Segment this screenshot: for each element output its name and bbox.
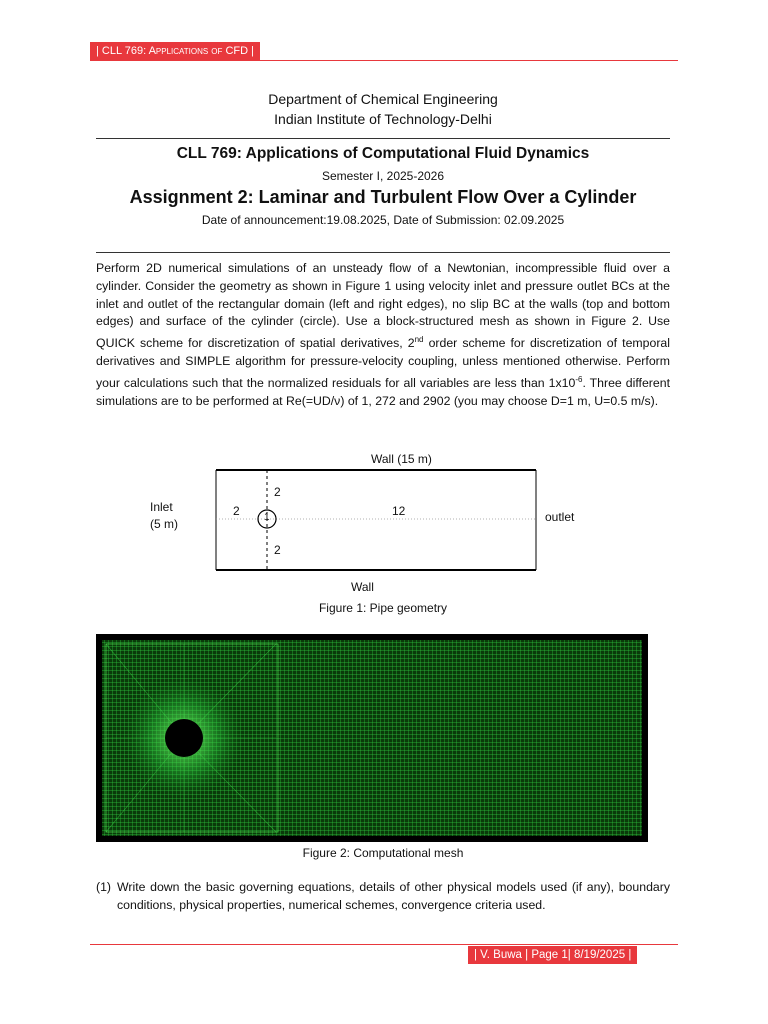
figure2-caption: Figure 2: Computational mesh <box>302 846 464 860</box>
statement-part-3: . Three different simulations are to be performed at Re(=UD/ν) of 1, 272 and 2902 (you may choose D=1 m, U=0.5 m/s). <box>96 375 670 408</box>
question-1 <box>96 879 670 915</box>
statement-part-1: Perform 2D numerical simulations of an unsteady flow of a Newtonian, incompressible fluid over a cylinder. Consider the geometry as shown in Figure 1 using velocity inlet and pressure outlet BCs at the inlet and outlet of the rectangular domain (left and right edges), no slip BC at the walls (top and bottom edges) and surface of the cylinder (circle). Use a block-structured mesh as shown in Figure 2. Use QUICK scheme for discretization of spatial derivatives, 2 <box>96 261 670 351</box>
geometry-diagram <box>200 466 550 578</box>
inlet-size-label: (5 m) <box>150 517 178 531</box>
course-title: CLL 769: Applications of Computational Fluid Dynamics <box>176 145 590 162</box>
superscript-exponent: -6 <box>575 374 583 384</box>
problem-statement <box>96 260 670 411</box>
dim-bottom-gap: 2 <box>274 543 281 557</box>
wall-top-label: Wall (15 m) <box>371 452 432 466</box>
dim-upstream-length: 2 <box>233 504 240 518</box>
cylinder-diameter-label: 1 <box>264 512 270 523</box>
mesh-cylinder <box>165 719 203 757</box>
mesh-svg <box>96 634 648 842</box>
statement-part-2: order scheme for discretization of temporal derivatives and SIMPLE algorithm for pressure-velocity coupling, unless mentioned otherwise. Perform your calculations such that the normalized residuals for all variables are less than 1x10 <box>96 336 670 390</box>
semester-label: Semester I, 2025-2026 <box>321 169 445 183</box>
figure1-caption: Figure 1: Pipe geometry <box>318 601 448 615</box>
inlet-label: Inlet <box>150 500 173 514</box>
footer-rule <box>90 944 678 945</box>
assignment-dates: Date of announcement:19.08.2025, Date of Submission: 02.09.2025 <box>201 213 565 227</box>
divider-bottom <box>96 252 670 253</box>
institution-block <box>96 89 670 129</box>
mesh-image <box>96 634 648 842</box>
header-course-tag: | CLL 769: Applications of CFD | <box>90 42 260 60</box>
footer-page-tag: | V. Buwa | Page 1| 8/19/2025 | <box>468 946 637 964</box>
divider-top <box>96 138 670 139</box>
institute-name: Indian Institute of Technology-Delhi <box>274 111 492 127</box>
wall-bottom-label: Wall <box>351 580 374 594</box>
superscript-nd: nd <box>414 335 424 345</box>
question-text: Write down the basic governing equations, details of other physical models used (if any), boundary conditions, physical properties, numerical schemes, convergence criteria used. <box>117 880 670 912</box>
question-number: (1) <box>96 880 112 894</box>
dim-top-gap: 2 <box>274 485 281 499</box>
assignment-title: Assignment 2: Laminar and Turbulent Flow Over a Cylinder <box>129 187 637 207</box>
header-rule <box>90 60 678 61</box>
outlet-label: outlet <box>545 510 575 524</box>
dim-downstream-length: 12 <box>392 504 406 518</box>
department-name: Department of Chemical Engineering <box>268 91 498 107</box>
